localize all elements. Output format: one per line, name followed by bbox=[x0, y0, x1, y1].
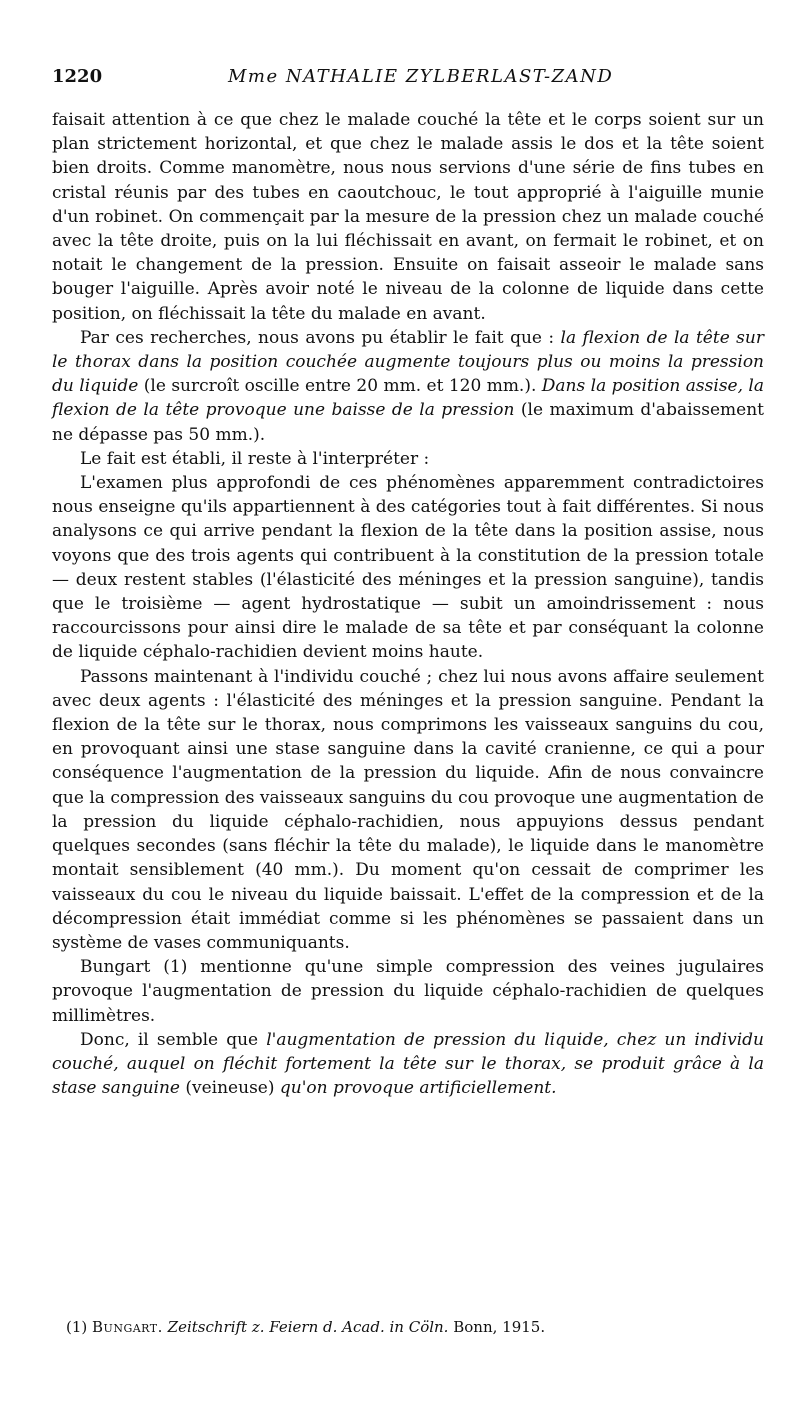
footnote-author: Bungart. bbox=[92, 1318, 163, 1336]
page bbox=[52, 66, 764, 1100]
paragraph bbox=[52, 447, 764, 471]
paragraph bbox=[52, 1028, 764, 1101]
footnote-marker: (1) bbox=[66, 1318, 88, 1336]
footnote bbox=[52, 1318, 764, 1336]
text-run: (le surcroît oscille entre 20 mm. et 120 mm.). bbox=[138, 376, 542, 397]
text-run: Bungart (1) mentionne qu'une simple compression des veines jugulaires provoque l'augmentation de pression du liquide céphalo-rachidien de quelques millimètres. bbox=[52, 957, 764, 1026]
text-run: (veineuse) bbox=[179, 1078, 280, 1099]
footnote-rest: Bonn, 1915. bbox=[453, 1318, 546, 1336]
running-head bbox=[52, 66, 764, 92]
text-run: faisait attention à ce que chez le malade couché la tête et le corps soient sur un plan strictement horizontal, et que chez le malade assis le dos et la tête soient bien droits. Comme manomètre, nous nous servions d'une série de fins tubes en cristal réunis par des tubes en caoutchouc, le tout approprié à l'aiguille munie d'un robinet. On commençait par la mesure de la pression chez un malade couché avec la tête droite, puis on la lui fléchissait en avant, on fermait le robinet, et on notait le changement de la pression. Ensuite on faisait asseoir le malade sans bouger l'aiguille. Après avoir noté le niveau de la colonne de liquide dans cette position, on fléchissait la tête du malade en avant. bbox=[52, 110, 764, 324]
italic-text: l'augmentation de pression du liquide, chez un individu couché, auquel on fléchit fortement la tête sur le thorax, se produit grâce à la stase sanguine bbox=[52, 1029, 764, 1099]
page-number: 1220 bbox=[52, 66, 103, 87]
text-run: Par ces recherches, nous avons pu établir le fait que : bbox=[80, 327, 561, 348]
text-run: Le fait est établi, il reste à l'interpréter : bbox=[80, 448, 430, 469]
paragraph bbox=[52, 955, 764, 1028]
header-author: Mme NATHALIE ZYLBERLAST-ZAND bbox=[228, 66, 614, 87]
footnote-journal: Zeitschrift z. Feiern d. Acad. in Cöln. bbox=[167, 1318, 449, 1336]
text-run: Donc, il semble que bbox=[80, 1029, 267, 1050]
paragraph bbox=[52, 108, 764, 326]
text-run: Passons maintenant à l'individu couché ; chez lui nous avons affaire seulement avec deux agents : l'élasticité des méninges et la pression sanguine. Pendant la flexion de la tête sur le thorax, nous comprimons les vaisseaux sanguins du cou, en provoquant ainsi une stase sanguine dans la cavité cranienne, ce qui a pour conséquence l'augmentation de la pression du liquide. Afin de nous convaincre que la compression des vaisseaux sanguins du cou provoque une augmentation de la pression du liquide céphalo-rachidien, nous appuyions dessus pendant quelques secondes (sans fléchir la tête du malade), le liquide dans le manomètre montait sensiblement (40 mm.). Du moment qu'on cessait de comprimer les vaisseaux du cou le niveau du liquide baissait. L'effet de la compression et de la décompression était immédiat comme si les phénomènes se passaient dans un système de vases communiquants. bbox=[52, 666, 764, 953]
text-run: (le maximum d'abaissement ne dépasse pas 50 mm.). bbox=[52, 400, 764, 445]
text-run: L'examen plus approfondi de ces phénomènes apparemment contradictoires nous enseigne qu'ils appartiennent à des catégories tout à fait différentes. Si nous analysons ce qui arrive pendant la flexion de la tête dans la position assise, nous voyons que des trois agents qui contribuent à la constitution de la pression totale — deux restent stables (l'élasticité des méninges et la pression sanguine), tandis que le troisième — agent hydrostatique — subit un amoindrissement : nous raccourcissons pour ainsi dire le malade de sa tête et par conséquant la colonne de liquide céphalo-rachidien devient moins haute. bbox=[52, 473, 764, 663]
italic-text: la flexion de la tête sur le thorax dans la position couchée augmente toujours plus ou moins la pression du liquide bbox=[52, 327, 764, 397]
body-text bbox=[52, 108, 764, 1100]
paragraph bbox=[52, 326, 764, 447]
paragraph bbox=[52, 471, 764, 665]
italic-text: Dans la position assise, la flexion de la tête provoque une baisse de la pression bbox=[52, 376, 764, 421]
paragraph bbox=[52, 665, 764, 955]
italic-text: qu'on provoque artificiellement. bbox=[279, 1078, 557, 1099]
